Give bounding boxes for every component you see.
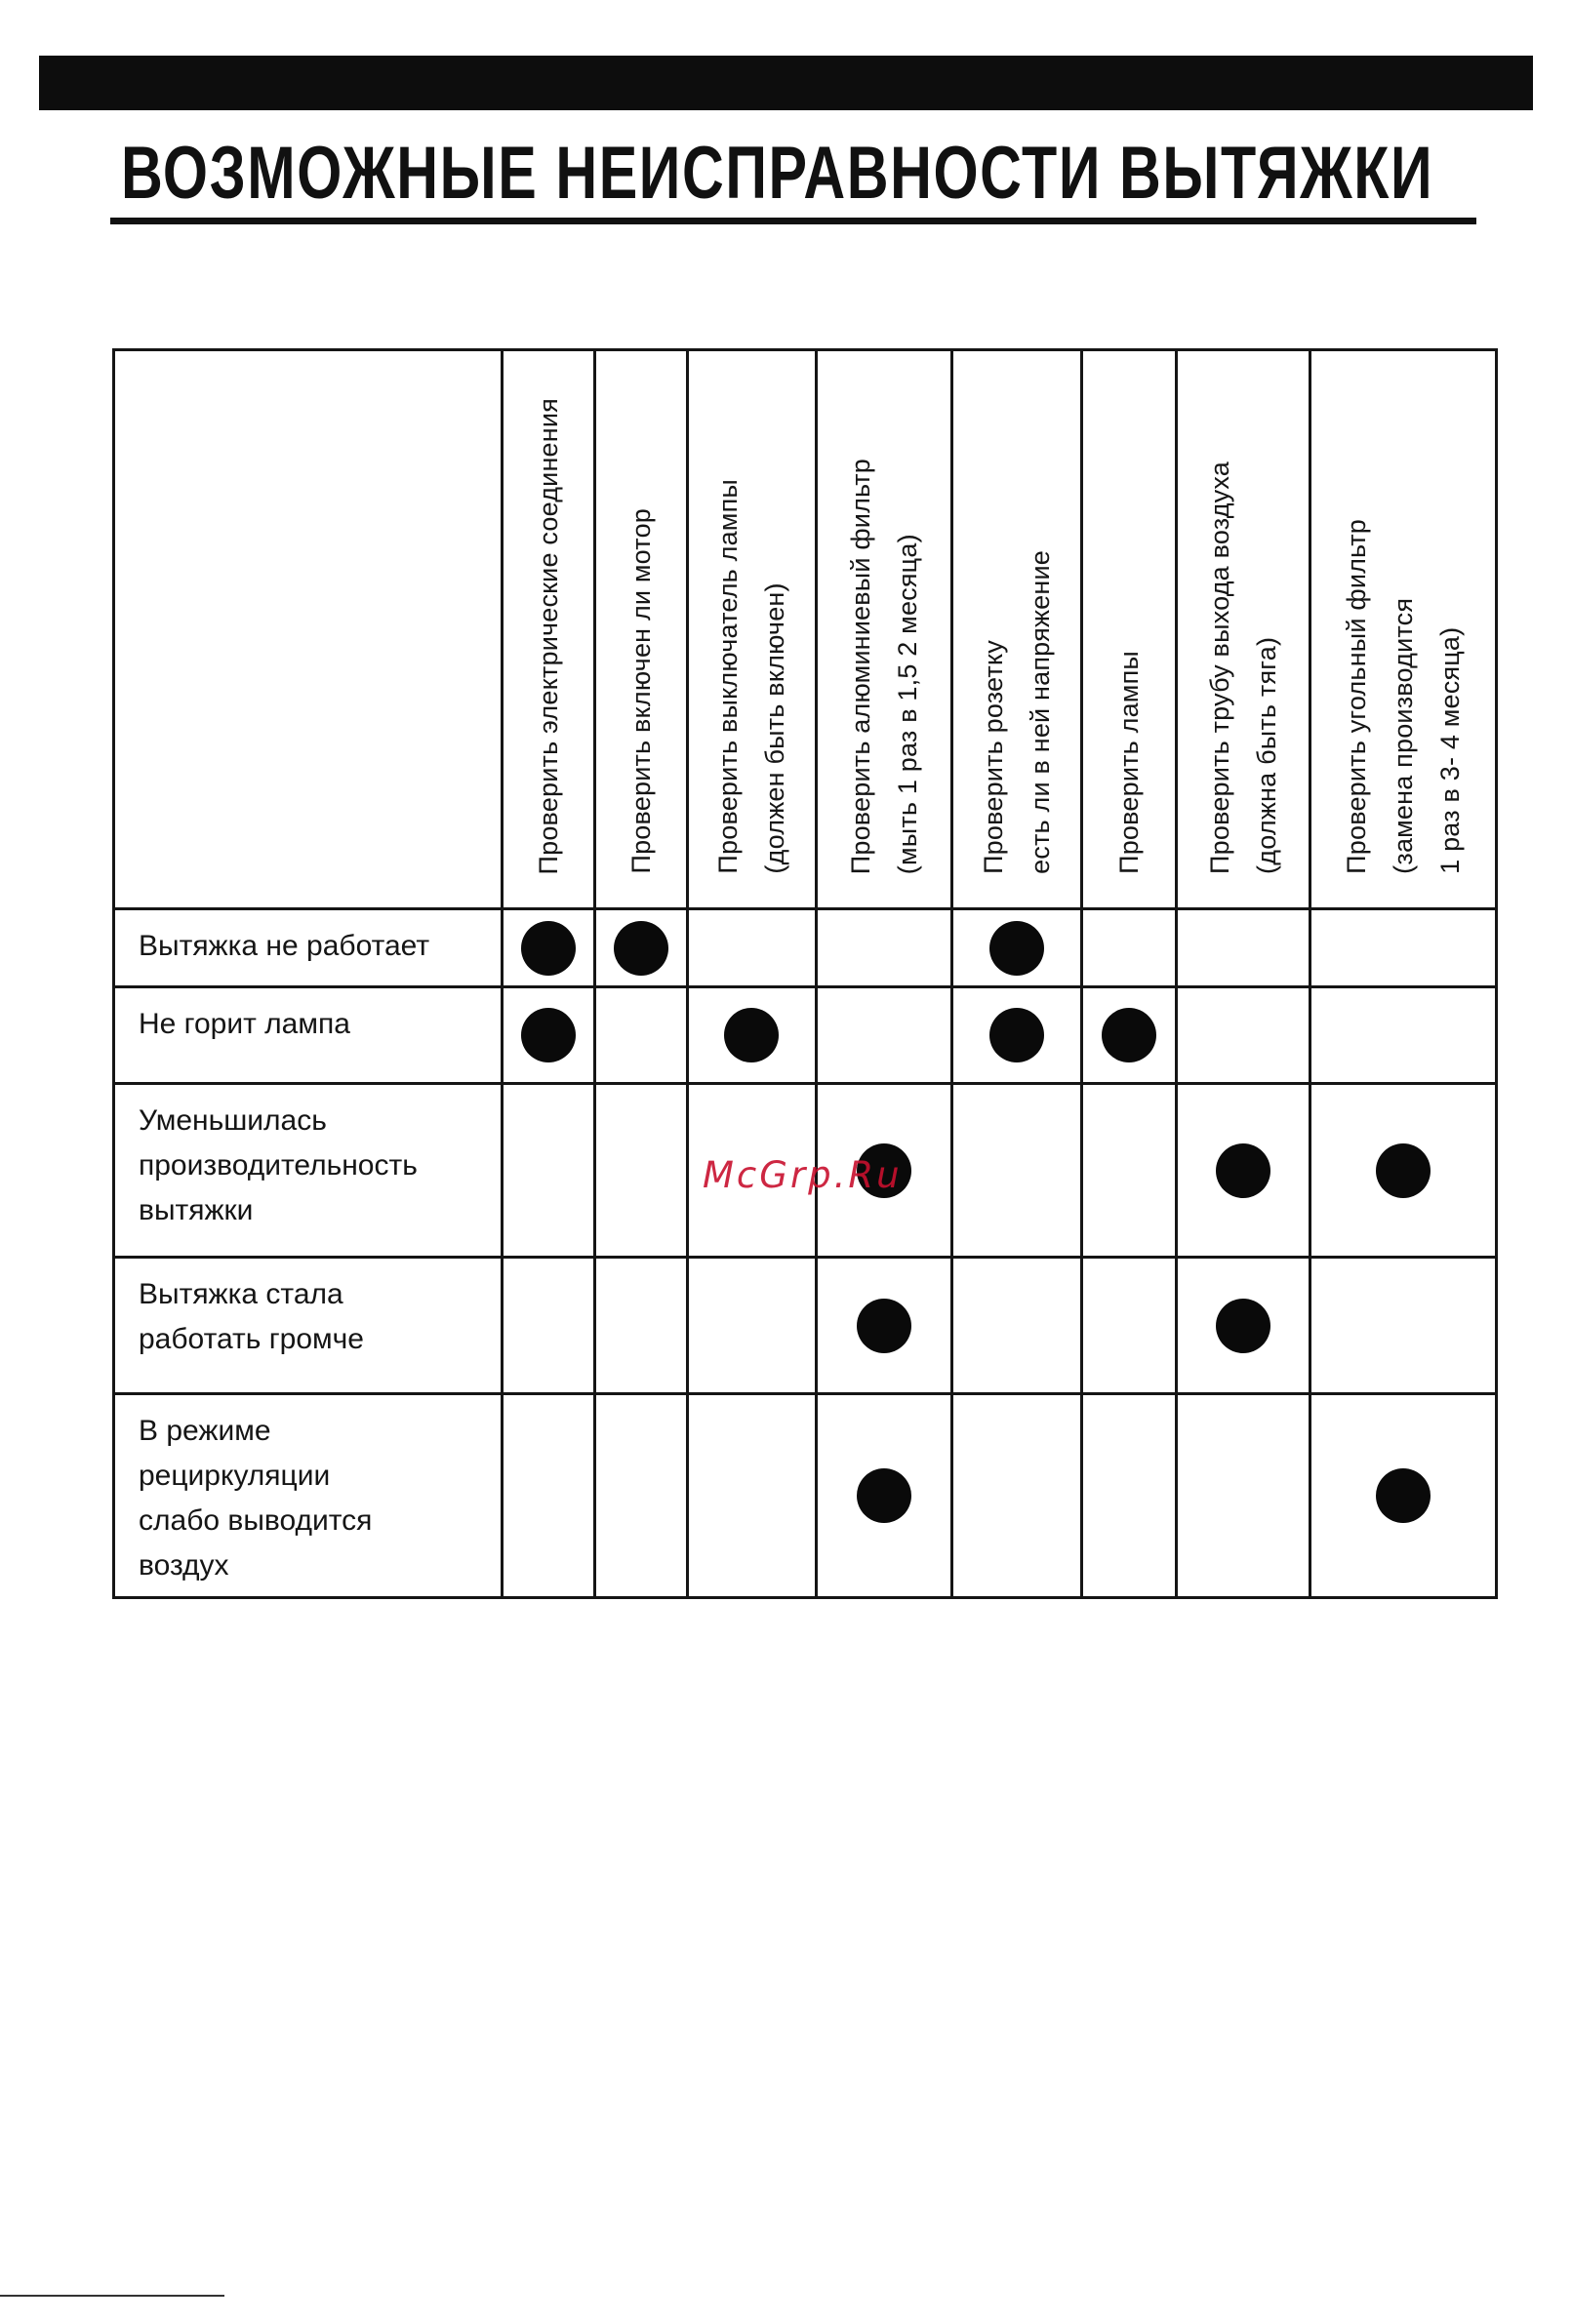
table-row — [114, 987, 1497, 1084]
mark-cell — [1081, 1394, 1176, 1598]
column-header — [817, 350, 952, 909]
column-header-label: Проверить трубу выхода воздуха (должна быть тяга) — [1205, 461, 1282, 874]
mark-cell — [687, 909, 816, 987]
mark-cell — [952, 1084, 1081, 1258]
mark-cell — [1177, 987, 1310, 1084]
filled-dot-icon — [1216, 1299, 1270, 1353]
mark-cell — [595, 987, 687, 1084]
mark-cell — [1310, 1394, 1497, 1598]
mark-cell — [1310, 1258, 1497, 1394]
mark-cell — [817, 987, 952, 1084]
mark-cell — [687, 1394, 816, 1598]
table-row — [114, 909, 1497, 987]
row-label: Не горит лампа — [114, 987, 503, 1084]
table-row — [114, 1394, 1497, 1598]
row-label: Вытяжка стала работать громче — [114, 1258, 503, 1394]
mark-cell — [595, 1084, 687, 1258]
filled-dot-icon — [1102, 1008, 1156, 1062]
column-header — [687, 350, 816, 909]
row-label: Вытяжка не работает — [114, 909, 503, 987]
column-header — [1310, 350, 1497, 909]
filled-dot-icon — [1376, 1468, 1431, 1523]
mark-cell — [817, 1394, 952, 1598]
fault-table — [112, 348, 1498, 1599]
mark-cell — [503, 909, 595, 987]
column-header-label: Проверить электрические соединения — [534, 397, 564, 874]
mark-cell — [595, 1394, 687, 1598]
mark-cell — [1081, 1084, 1176, 1258]
row-label: Уменьшилась производительность вытяжки — [114, 1084, 503, 1258]
mark-cell — [1177, 1258, 1310, 1394]
column-header — [1081, 350, 1176, 909]
filled-dot-icon — [1376, 1143, 1431, 1198]
mark-cell — [1081, 987, 1176, 1084]
mark-cell — [595, 1258, 687, 1394]
mark-cell — [503, 1258, 595, 1394]
mark-cell — [1177, 909, 1310, 987]
mark-cell — [503, 1084, 595, 1258]
mark-cell — [1081, 1258, 1176, 1394]
column-header-label: Проверить алюминиевый фильтр (мыть 1 раз в 1,5 2 месяца) — [846, 458, 923, 874]
header-corner-cell — [114, 350, 503, 909]
mark-cell — [1310, 909, 1497, 987]
filled-dot-icon — [989, 1008, 1044, 1062]
mark-cell — [503, 987, 595, 1084]
mark-cell — [1177, 1084, 1310, 1258]
mark-cell — [1177, 1394, 1310, 1598]
filled-dot-icon — [857, 1299, 911, 1353]
column-header-label: Проверить включен ли мотор — [626, 508, 656, 874]
column-header-label: Проверить лампы — [1113, 651, 1144, 874]
column-header — [595, 350, 687, 909]
mark-cell — [952, 1258, 1081, 1394]
column-header — [1177, 350, 1310, 909]
column-header-label: Проверить розетку есть ли в ней напряжение — [979, 550, 1056, 874]
table-row — [114, 1258, 1497, 1394]
watermark-text: McGrp.Ru — [703, 1154, 903, 1196]
mark-cell — [595, 909, 687, 987]
footer-line — [0, 2295, 224, 2297]
mark-cell — [1081, 909, 1176, 987]
column-header-label: Проверить угольный фильтр (замена производится 1 раз в 3- 4 месяца) — [1342, 519, 1466, 874]
row-label: В режиме рециркуляции слабо выводится воздух — [114, 1394, 503, 1598]
column-header — [952, 350, 1081, 909]
table-header-row — [114, 350, 1497, 909]
filled-dot-icon — [521, 921, 576, 976]
mark-cell — [503, 1394, 595, 1598]
mark-cell — [687, 1258, 816, 1394]
column-header-label: Проверить выключатель лампы (должен быть включен) — [713, 479, 790, 874]
mark-cell — [1310, 987, 1497, 1084]
mark-cell — [817, 909, 952, 987]
top-black-bar — [39, 56, 1533, 110]
mark-cell — [1310, 1084, 1497, 1258]
filled-dot-icon — [989, 921, 1044, 976]
filled-dot-icon — [1216, 1143, 1270, 1198]
column-header — [503, 350, 595, 909]
mark-cell — [952, 909, 1081, 987]
page-title: ВОЗМОЖНЫЕ НЕИСПРАВНОСТИ ВЫТЯЖКИ — [121, 132, 1434, 215]
filled-dot-icon — [614, 921, 668, 976]
filled-dot-icon — [724, 1008, 779, 1062]
fault-rows — [114, 909, 1497, 1598]
mark-cell — [687, 987, 816, 1084]
title-underline — [110, 218, 1476, 224]
filled-dot-icon — [521, 1008, 576, 1062]
mark-cell — [952, 987, 1081, 1084]
filled-dot-icon — [857, 1468, 911, 1523]
mark-cell — [817, 1258, 952, 1394]
mark-cell — [952, 1394, 1081, 1598]
